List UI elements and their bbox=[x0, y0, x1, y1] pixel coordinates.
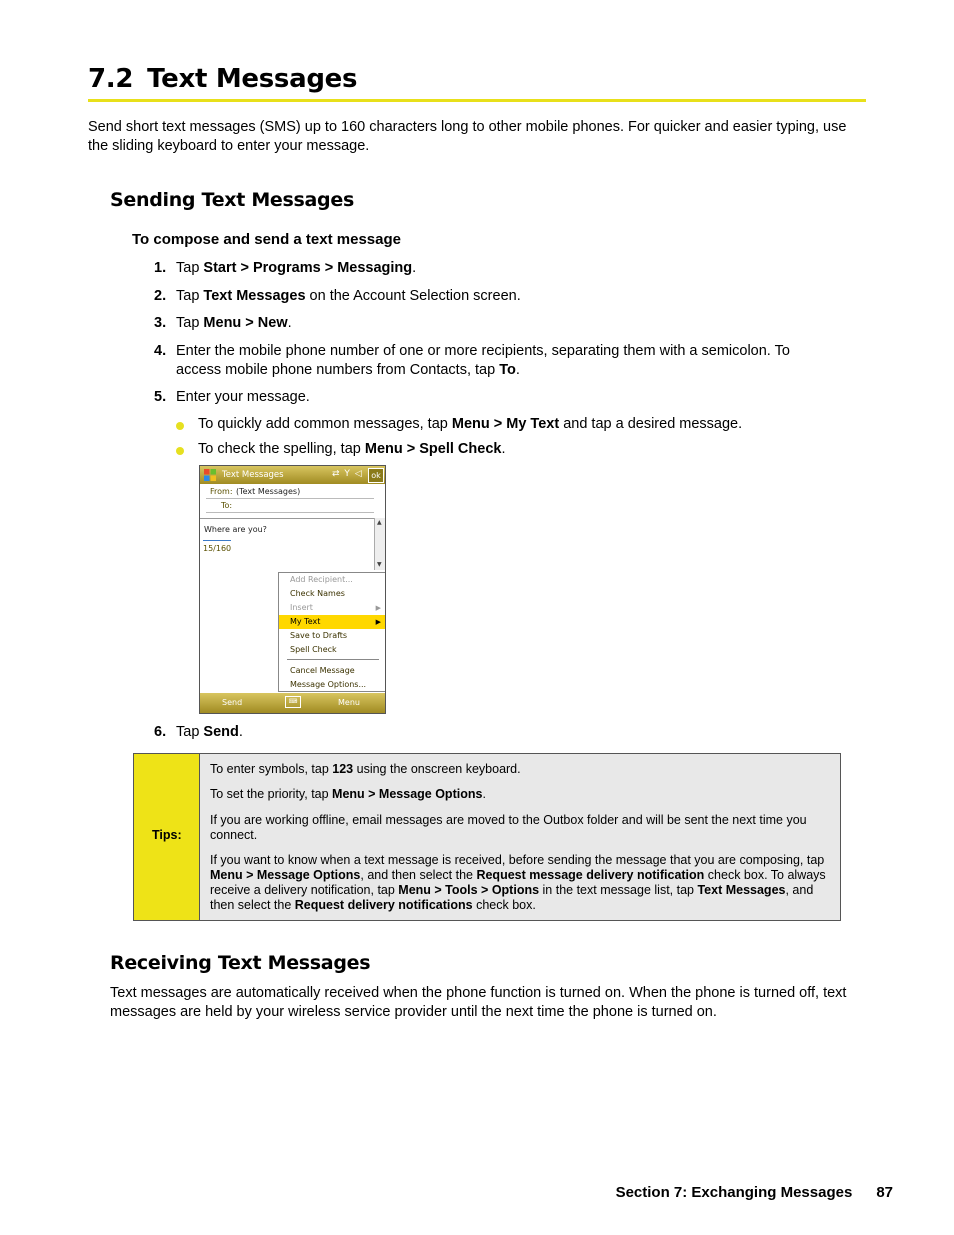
tip-offline: If you are working offline, email messages are moved to the Outbox folder and will be sent the next time you connect. bbox=[210, 813, 807, 842]
divider bbox=[206, 498, 374, 499]
step-text: . bbox=[238, 724, 243, 740]
section-number: 7.2 bbox=[88, 64, 134, 94]
section-title-text: Text Messages bbox=[147, 64, 358, 94]
menu-label: My Text bbox=[290, 617, 321, 626]
tip-bold: Request delivery notifications bbox=[294, 898, 473, 912]
tip-text: . bbox=[482, 787, 486, 801]
context-menu bbox=[278, 572, 386, 692]
step-3 bbox=[154, 314, 854, 333]
tip-bold: 123 bbox=[332, 762, 354, 776]
section-title bbox=[88, 64, 357, 94]
menu-item-my-text[interactable] bbox=[279, 615, 385, 629]
bullet-bold: Menu > Spell Check bbox=[364, 441, 502, 457]
step-text: . bbox=[287, 315, 292, 331]
step-number: 3. bbox=[154, 315, 167, 331]
menu-label: Cancel Message bbox=[290, 666, 355, 675]
receiving-heading: Receiving Text Messages bbox=[110, 952, 371, 974]
step-number: 2. bbox=[154, 288, 167, 304]
from-label: From: bbox=[210, 487, 233, 496]
tips-content bbox=[200, 754, 840, 920]
tip-bold: Menu > Tools > Options bbox=[398, 883, 540, 897]
phone-screenshot bbox=[199, 465, 386, 714]
message-body-input[interactable]: Where are you? bbox=[204, 525, 267, 534]
step-6 bbox=[154, 723, 854, 742]
bullet-dot bbox=[176, 422, 184, 430]
menu-label: Save to Drafts bbox=[290, 631, 348, 640]
tips-sidebar bbox=[134, 754, 200, 920]
step-text: Tap bbox=[176, 315, 204, 331]
cursor-underline bbox=[203, 540, 231, 541]
send-softkey[interactable]: Send bbox=[222, 698, 243, 707]
step-bold: Text Messages bbox=[203, 288, 306, 304]
step-bold: To bbox=[499, 361, 516, 378]
sending-heading: Sending Text Messages bbox=[110, 189, 354, 211]
menu-softkey[interactable]: Menu bbox=[338, 698, 360, 707]
step-bold: Menu > New bbox=[203, 315, 288, 331]
step-text: . bbox=[412, 260, 417, 276]
tip-text: check box. bbox=[472, 898, 536, 912]
tip-priority bbox=[210, 787, 826, 802]
divider bbox=[206, 512, 374, 513]
bullet-text: . bbox=[501, 441, 506, 457]
footer-section: Section 7: Exchanging Messages bbox=[615, 1184, 853, 1201]
phone-title: Text Messages bbox=[222, 470, 284, 480]
bullet-text: and tap a desired message. bbox=[559, 416, 743, 432]
tip-text: To enter symbols, tap bbox=[210, 762, 333, 776]
step-number: 5. bbox=[154, 389, 167, 405]
tip-text: check box. To always receive a delivery notification, tap bbox=[210, 868, 826, 897]
tips-label: Tips: bbox=[152, 828, 182, 842]
tip-text: To set the priority, tap bbox=[210, 787, 333, 801]
step-text: Tap bbox=[176, 288, 204, 304]
menu-separator bbox=[287, 659, 379, 660]
tip-bold: Request message delivery notification bbox=[476, 868, 705, 882]
step-bold: Start > Programs > Messaging bbox=[203, 260, 413, 276]
keyboard-icon[interactable]: ⌨ bbox=[285, 696, 301, 708]
title-underline bbox=[88, 99, 866, 102]
step-number: 1. bbox=[154, 260, 167, 276]
menu-label: Add Recipient... bbox=[290, 575, 353, 584]
procedure-title: To compose and send a text message bbox=[132, 231, 401, 248]
step-4 bbox=[154, 342, 834, 379]
bullet-dot bbox=[176, 447, 184, 455]
to-field-button[interactable]: To: bbox=[221, 501, 233, 510]
menu-label: Message Options... bbox=[290, 680, 367, 689]
submenu-arrow-icon: ▶ bbox=[375, 618, 381, 626]
scroll-up-icon[interactable]: ▲ bbox=[377, 519, 382, 526]
tip-text: , and then select the bbox=[360, 868, 477, 882]
menu-label: Insert bbox=[290, 603, 313, 612]
menu-item-save-drafts[interactable] bbox=[279, 629, 385, 643]
scroll-down-icon[interactable]: ▼ bbox=[377, 561, 382, 568]
step-number: 4. bbox=[154, 343, 167, 359]
menu-item-add-recipient[interactable] bbox=[279, 573, 385, 587]
softkey-bar bbox=[200, 693, 385, 713]
step-text: Enter your message. bbox=[176, 389, 310, 405]
bullet-spell-check bbox=[176, 441, 505, 457]
receiving-paragraph: Text messages are automatically received when the phone function is turned on. When the phone is turned off, text messages are held by your wireless service provider until the next time the phone is turned on. bbox=[110, 985, 847, 1020]
ok-button[interactable]: ok bbox=[368, 468, 384, 483]
step-text: Tap bbox=[176, 724, 204, 740]
menu-item-message-options[interactable] bbox=[279, 678, 385, 692]
bullet-bold: Menu > My Text bbox=[451, 416, 560, 432]
tip-bold: Text Messages bbox=[697, 883, 786, 897]
step-text: . bbox=[515, 361, 520, 378]
step-2 bbox=[154, 287, 854, 306]
menu-item-cancel-message[interactable] bbox=[279, 664, 385, 678]
menu-item-check-names[interactable] bbox=[279, 587, 385, 601]
menu-label: Check Names bbox=[290, 589, 345, 598]
page-footer bbox=[616, 1184, 893, 1201]
tips-box bbox=[133, 753, 841, 921]
submenu-arrow-icon: ▶ bbox=[375, 604, 381, 612]
tip-bold: Menu > Message Options bbox=[210, 868, 361, 882]
step-5 bbox=[154, 388, 854, 407]
bullet-my-text bbox=[176, 416, 742, 432]
scrollbar[interactable] bbox=[374, 518, 385, 570]
intro-paragraph: Send short text messages (SMS) up to 160 characters long to other mobile phones. For quicker and easier typing, use the sliding keyboard to enter your message. bbox=[88, 119, 847, 154]
tip-symbols bbox=[210, 762, 826, 777]
step-bold: Send bbox=[203, 724, 239, 740]
menu-item-spell-check[interactable] bbox=[279, 643, 385, 657]
tip-bold: Menu > Message Options bbox=[332, 787, 483, 801]
divider bbox=[200, 518, 374, 519]
page-number: 87 bbox=[876, 1184, 893, 1201]
tip-text: , and then select the bbox=[210, 883, 814, 912]
char-counter: 15/160 bbox=[203, 544, 232, 553]
bullet-text: To check the spelling, tap bbox=[198, 441, 365, 457]
tip-delivery-notification bbox=[210, 853, 826, 913]
tip-text: in the text message list, tap bbox=[539, 883, 698, 897]
windows-start-icon[interactable] bbox=[204, 469, 216, 481]
menu-item-insert[interactable] bbox=[279, 601, 385, 615]
phone-title-bar bbox=[200, 466, 385, 484]
step-number: 6. bbox=[154, 724, 167, 740]
tip-text: using the onscreen keyboard. bbox=[353, 762, 521, 776]
menu-label: Spell Check bbox=[290, 645, 337, 654]
from-field[interactable]: (Text Messages) bbox=[236, 487, 301, 496]
bullet-text: To quickly add common messages, tap bbox=[198, 416, 452, 432]
step-text: Tap bbox=[176, 260, 204, 276]
tip-text: If you want to know when a text message is received, before sending the message that you are composing, tap bbox=[210, 853, 825, 867]
step-text: on the Account Selection screen. bbox=[305, 288, 521, 304]
step-text: Enter the mobile phone number of one or more recipients, separating them with a semicolon. To access mobile phone numbers from Contacts, tap bbox=[176, 343, 790, 378]
step-1 bbox=[154, 259, 854, 278]
status-icons: ⇄ Y ◁ bbox=[332, 469, 363, 479]
